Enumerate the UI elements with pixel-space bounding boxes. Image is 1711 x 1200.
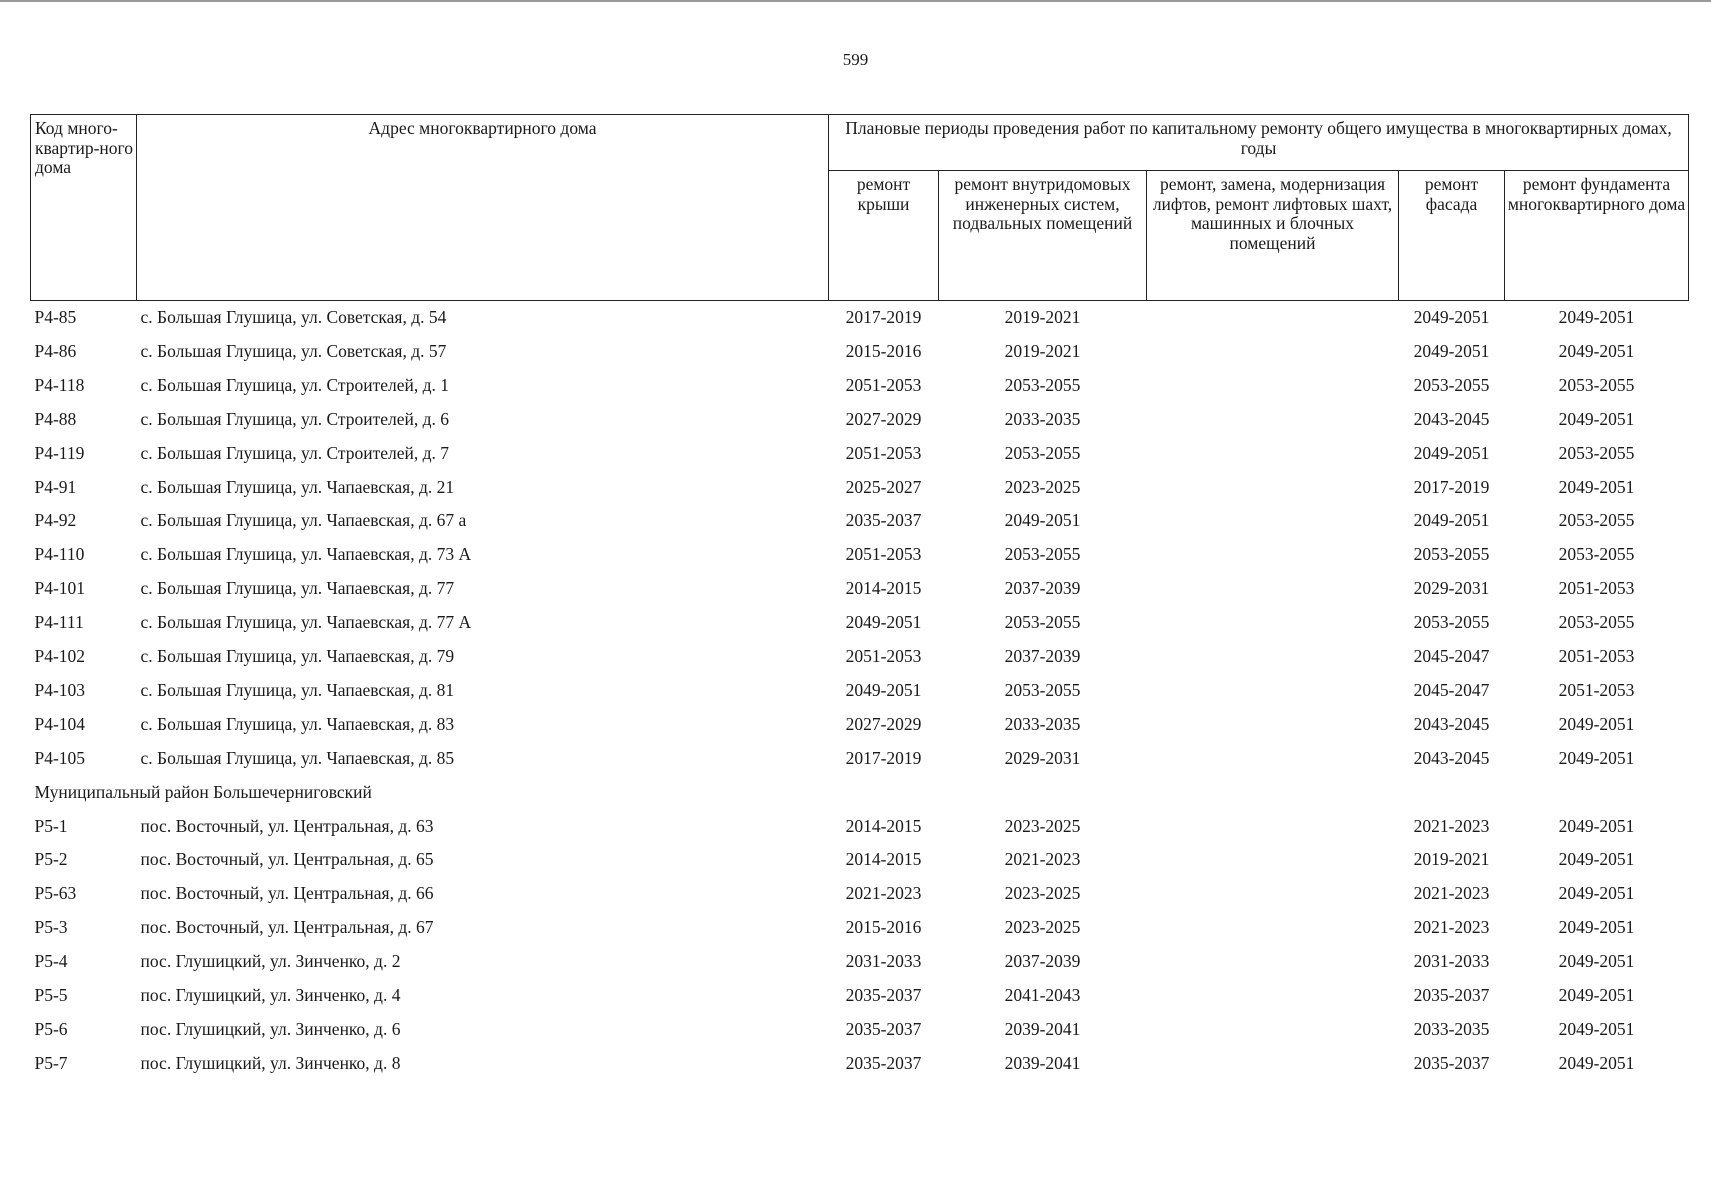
cell-elevators [1147,809,1399,843]
cell-foundation: 2049-2051 [1558,747,1635,768]
table-row [31,877,1689,911]
cell-roof: 2051-2053 [845,544,922,565]
cell-elevators [1147,640,1399,674]
cell-code: Р4-85 [34,307,77,328]
cell-elevators [1147,911,1399,945]
cell-facade: 2021-2023 [1413,917,1490,938]
district-row [31,775,1689,809]
cell-foundation: 2053-2055 [1558,442,1635,463]
cell-address: с. Большая Глушица, ул. Чапаевская, д. 67 а [140,510,467,531]
cell-engineering: 2039-2041 [1004,1052,1081,1073]
table-row [31,335,1689,369]
table-row [31,674,1689,708]
cell-foundation: 2049-2051 [1558,849,1635,870]
header-roof: ремонт крыши [829,171,939,301]
cell-elevators [1147,945,1399,979]
header-elevators: ремонт, замена, модернизация лифтов, ремонт лифтовых шахт, машинных и блочных помещений [1147,171,1399,301]
cell-engineering: 2023-2025 [1004,883,1081,904]
cell-foundation: 2051-2053 [1558,679,1635,700]
cell-roof: 2025-2027 [845,476,922,497]
cell-elevators [1147,504,1399,538]
table-row [31,572,1689,606]
cell-elevators [1147,674,1399,708]
cell-address: с. Большая Глушица, ул. Чапаевская, д. 21 [140,476,455,497]
cell-engineering: 2033-2035 [1004,408,1081,429]
cell-foundation: 2049-2051 [1558,984,1635,1005]
cell-engineering: 2033-2035 [1004,713,1081,734]
cell-address: с. Большая Глушица, ул. Чапаевская, д. 81 [140,679,455,700]
cell-facade: 2045-2047 [1413,679,1490,700]
cell-code: Р4-92 [34,510,77,531]
cell-roof: 2051-2053 [845,442,922,463]
cell-code: Р5-63 [34,883,77,904]
cell-address: с. Большая Глушица, ул. Строителей, д. 1 [140,374,450,395]
cell-address: пос. Глушицкий, ул. Зинченко, д. 8 [140,1052,401,1073]
cell-engineering: 2053-2055 [1004,374,1081,395]
cell-foundation: 2049-2051 [1558,815,1635,836]
cell-elevators [1147,301,1399,335]
cell-code: Р4-88 [34,408,77,429]
cell-foundation: 2049-2051 [1558,713,1635,734]
cell-elevators [1147,606,1399,640]
cell-facade: 2035-2037 [1413,984,1490,1005]
cell-roof: 2035-2037 [845,510,922,531]
cell-roof: 2014-2015 [845,849,922,870]
cell-roof: 2035-2037 [845,1018,922,1039]
cell-facade: 2049-2051 [1413,510,1490,531]
header-code: Код много-квартир-ного дома [31,115,137,301]
cell-address: с. Большая Глушица, ул. Строителей, д. 7 [140,442,450,463]
cell-address: с. Большая Глушица, ул. Чапаевская, д. 73 А [140,544,472,565]
cell-foundation: 2049-2051 [1558,917,1635,938]
cell-roof: 2051-2053 [845,646,922,667]
header-foundation: ремонт фундамента многоквартирного дома [1505,171,1689,301]
cell-roof: 2031-2033 [845,951,922,972]
cell-address: с. Большая Глушица, ул. Чапаевская, д. 85 [140,747,455,768]
cell-foundation: 2049-2051 [1558,1052,1635,1073]
cell-facade: 2043-2045 [1413,713,1490,734]
cell-engineering: 2053-2055 [1004,442,1081,463]
cell-code: Р4-104 [34,713,86,734]
table-row [31,369,1689,403]
cell-code: Р5-7 [34,1052,68,1073]
cell-code: Р4-103 [34,679,86,700]
table-body [31,301,1689,1081]
cell-code: Р4-110 [34,544,85,565]
cell-address: пос. Глушицкий, ул. Зинченко, д. 2 [140,951,401,972]
cell-address: с. Большая Глушица, ул. Строителей, д. 6 [140,408,450,429]
cell-address: с. Большая Глушица, ул. Чапаевская, д. 83 [140,713,455,734]
cell-roof: 2027-2029 [845,408,922,429]
cell-engineering: 2021-2023 [1004,849,1081,870]
table-row [31,301,1689,335]
cell-facade: 2049-2051 [1413,341,1490,362]
cell-engineering: 2037-2039 [1004,951,1081,972]
cell-foundation: 2053-2055 [1558,510,1635,531]
table-row [31,437,1689,471]
cell-engineering: 2019-2021 [1004,341,1081,362]
cell-address: с. Большая Глушица, ул. Советская, д. 54 [140,307,447,328]
cell-code: Р4-102 [34,646,86,667]
cell-code: Р4-91 [34,476,77,497]
cell-foundation: 2051-2053 [1558,646,1635,667]
cell-roof: 2035-2037 [845,984,922,1005]
cell-foundation: 2049-2051 [1558,951,1635,972]
cell-code: Р5-5 [34,984,68,1005]
cell-address: пос. Восточный, ул. Центральная, д. 63 [140,815,434,836]
cell-code: Р4-105 [34,747,86,768]
cell-address: пос. Глушицкий, ул. Зинченко, д. 6 [140,1018,401,1039]
table-row [31,504,1689,538]
cell-elevators [1147,708,1399,742]
cell-elevators [1147,369,1399,403]
top-scan-rule [0,0,1711,2]
cell-facade: 2049-2051 [1413,307,1490,328]
cell-elevators [1147,979,1399,1013]
cell-roof: 2014-2015 [845,578,922,599]
header-address: Адрес многоквартирного дома [137,115,829,301]
cell-elevators [1147,470,1399,504]
cell-elevators [1147,877,1399,911]
cell-foundation: 2049-2051 [1558,341,1635,362]
table-row [31,1047,1689,1081]
cell-code: Р4-118 [34,374,85,395]
cell-foundation: 2049-2051 [1558,476,1635,497]
cell-roof: 2027-2029 [845,713,922,734]
cell-elevators [1147,437,1399,471]
cell-address: пос. Восточный, ул. Центральная, д. 65 [140,849,434,870]
cell-facade: 2053-2055 [1413,544,1490,565]
table-row [31,403,1689,437]
cell-engineering: 2019-2021 [1004,307,1081,328]
cell-foundation: 2049-2051 [1558,307,1635,328]
cell-facade: 2031-2033 [1413,951,1490,972]
cell-facade: 2021-2023 [1413,815,1490,836]
cell-elevators [1147,572,1399,606]
table-row [31,640,1689,674]
cell-code: Р5-4 [34,951,68,972]
cell-address: пос. Восточный, ул. Центральная, д. 67 [140,917,434,938]
cell-engineering: 2023-2025 [1004,815,1081,836]
table-row [31,843,1689,877]
cell-code: Р5-6 [34,1018,68,1039]
cell-address: с. Большая Глушица, ул. Чапаевская, д. 77 А [140,612,472,633]
cell-engineering: 2037-2039 [1004,646,1081,667]
cell-facade: 2019-2021 [1413,849,1490,870]
cell-roof: 2049-2051 [845,679,922,700]
cell-facade: 2033-2035 [1413,1018,1490,1039]
cell-elevators [1147,1047,1399,1081]
table-row [31,538,1689,572]
cell-elevators [1147,742,1399,776]
cell-engineering: 2041-2043 [1004,984,1081,1005]
cell-roof: 2051-2053 [845,374,922,395]
cell-facade: 2045-2047 [1413,646,1490,667]
cell-facade: 2021-2023 [1413,883,1490,904]
table-row [31,1013,1689,1047]
table-row [31,809,1689,843]
cell-elevators [1147,538,1399,572]
cell-code: Р4-86 [34,341,77,362]
cell-facade: 2043-2045 [1413,747,1490,768]
cell-facade: 2017-2019 [1413,476,1490,497]
page-number: 599 [842,50,869,69]
cell-facade: 2049-2051 [1413,442,1490,463]
cell-facade: 2043-2045 [1413,408,1490,429]
cell-engineering: 2023-2025 [1004,476,1081,497]
cell-roof: 2014-2015 [845,815,922,836]
cell-code: Р4-101 [34,578,86,599]
cell-roof: 2017-2019 [845,747,922,768]
cell-foundation: 2049-2051 [1558,408,1635,429]
cell-roof: 2017-2019 [845,307,922,328]
cell-foundation: 2049-2051 [1558,1018,1635,1039]
cell-address: с. Большая Глушица, ул. Чапаевская, д. 77 [140,578,455,599]
cell-roof: 2049-2051 [845,612,922,633]
cell-engineering: 2039-2041 [1004,1018,1081,1039]
cell-code: Р4-111 [34,612,84,633]
header-engineering: ремонт внутридомовых инженерных систем, подвальных помещений [939,171,1147,301]
cell-elevators [1147,335,1399,369]
cell-foundation: 2049-2051 [1558,883,1635,904]
cell-foundation: 2053-2055 [1558,374,1635,395]
table-row [31,742,1689,776]
table-header [31,115,1689,301]
cell-engineering: 2049-2051 [1004,510,1081,531]
cell-code: Р4-119 [34,442,85,463]
cell-elevators [1147,1013,1399,1047]
cell-code: Р5-1 [34,815,68,836]
cell-elevators [1147,843,1399,877]
cell-elevators [1147,403,1399,437]
table-row [31,606,1689,640]
cell-foundation: 2051-2053 [1558,578,1635,599]
cell-facade: 2035-2037 [1413,1052,1490,1073]
cell-engineering: 2037-2039 [1004,578,1081,599]
cell-address: пос. Глушицкий, ул. Зинченко, д. 4 [140,984,401,1005]
cell-roof: 2015-2016 [845,917,922,938]
cell-engineering: 2023-2025 [1004,917,1081,938]
cell-foundation: 2053-2055 [1558,544,1635,565]
cell-address: с. Большая Глушица, ул. Чапаевская, д. 79 [140,646,455,667]
cell-address: пос. Восточный, ул. Центральная, д. 66 [140,883,434,904]
header-facade: ремонт фасада [1399,171,1505,301]
table-row [31,945,1689,979]
cell-roof: 2021-2023 [845,883,922,904]
cell-engineering: 2029-2031 [1004,747,1081,768]
cell-facade: 2029-2031 [1413,578,1490,599]
cell-engineering: 2053-2055 [1004,612,1081,633]
cell-roof: 2015-2016 [845,341,922,362]
cell-facade: 2053-2055 [1413,374,1490,395]
cell-code: Р5-2 [34,849,68,870]
cell-code: Р5-3 [34,917,68,938]
table-row [31,470,1689,504]
repair-schedule-table [30,114,1689,1080]
table-row [31,979,1689,1013]
table-row [31,911,1689,945]
cell-facade: 2053-2055 [1413,612,1490,633]
district-label: Муниципальный район Большечерниговский [34,781,372,802]
cell-address: с. Большая Глушица, ул. Советская, д. 57 [140,341,447,362]
cell-engineering: 2053-2055 [1004,544,1081,565]
table-row [31,708,1689,742]
header-periods-group: Плановые периоды проведения работ по капитальному ремонту общего имущества в многоквартирных домах, годы [829,115,1689,171]
cell-engineering: 2053-2055 [1004,679,1081,700]
cell-roof: 2035-2037 [845,1052,922,1073]
cell-foundation: 2053-2055 [1558,612,1635,633]
